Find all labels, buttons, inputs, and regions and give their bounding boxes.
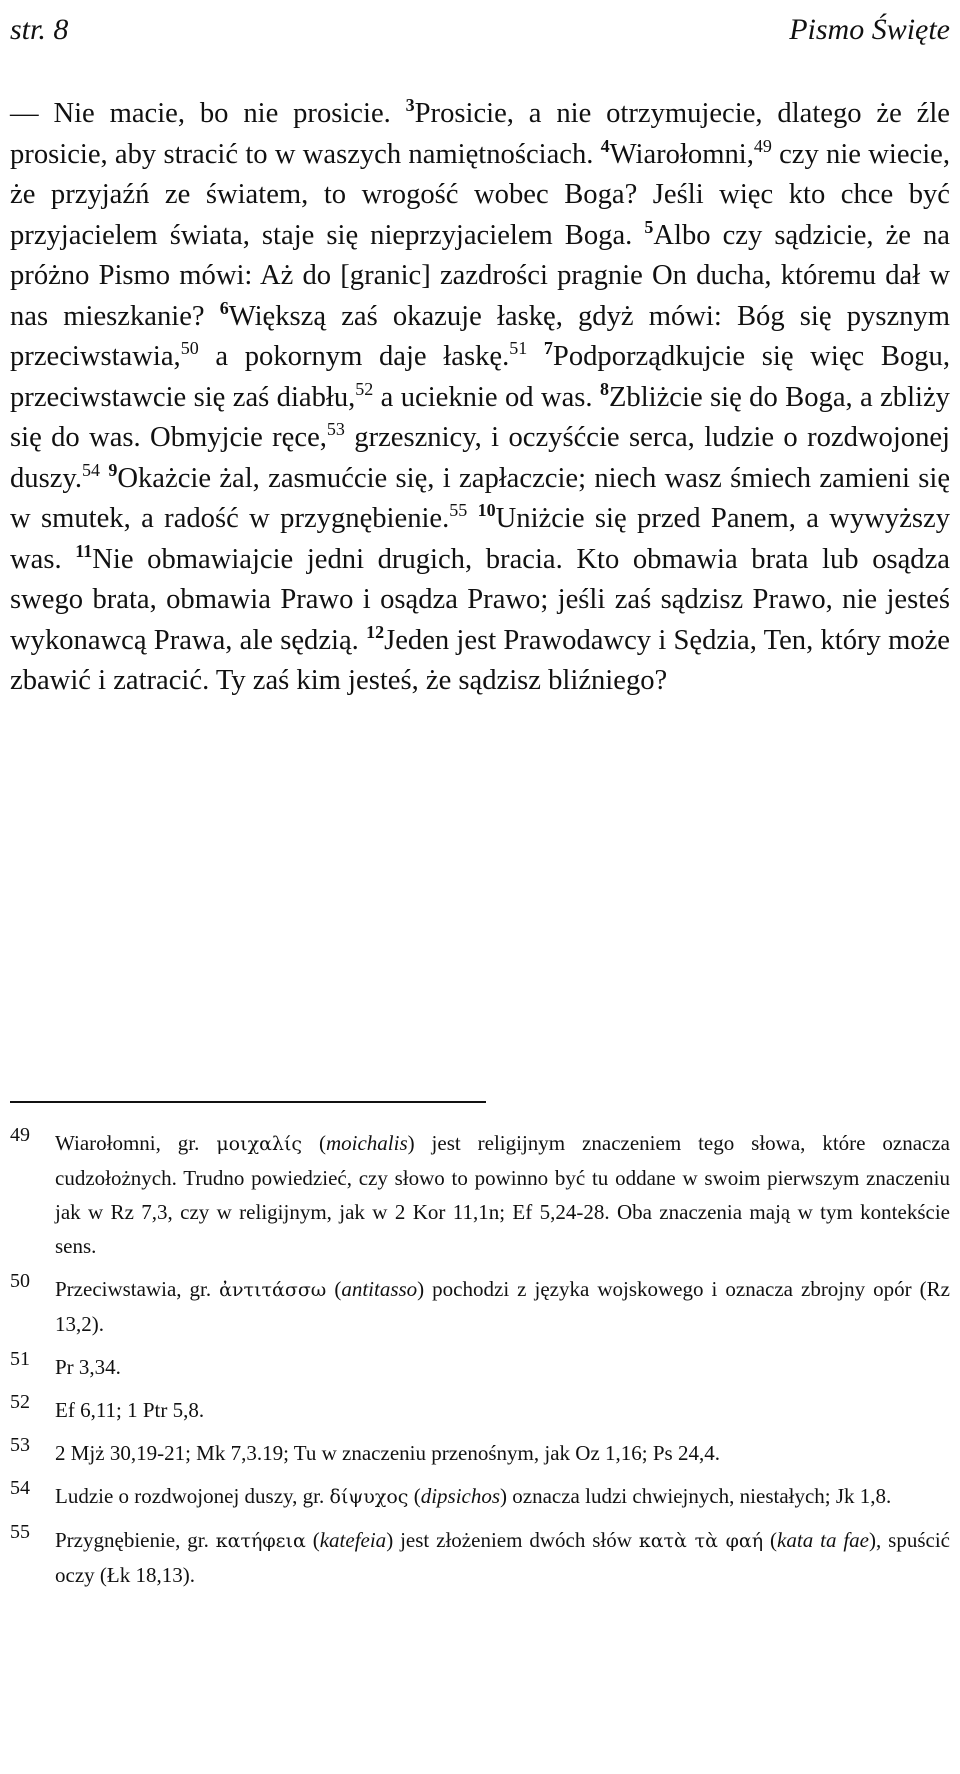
footnote-segment: ( (302, 1131, 326, 1155)
greek-word: δίψυχος (329, 1486, 409, 1508)
footnote-number: 51 (10, 1348, 30, 1370)
footnote-text (55, 1131, 950, 1258)
verse-number: 4 (600, 135, 610, 156)
verse-number: 6 (219, 297, 229, 318)
text-segment: Podporządkujcie się więc Bogu, przeciwstawcie się zaś diabłu, (10, 341, 951, 413)
verse-number: 11 (75, 540, 93, 561)
footnote-ref[interactable]: 55 (449, 500, 468, 520)
footnote-segment: ) jest złożeniem dwóch słów (386, 1528, 639, 1552)
book-page (10, 0, 950, 1774)
footnote-segment: Wiarołomni, gr. (55, 1131, 217, 1155)
page-number: str. 8 (10, 13, 69, 46)
footnote-ref[interactable]: 50 (180, 338, 199, 358)
text-segment: Wiarołomni, (609, 138, 754, 170)
footnote-number: 49 (10, 1124, 30, 1146)
footnote-number: 52 (10, 1391, 30, 1413)
footnote-text: Pr 3,34. (55, 1355, 121, 1379)
footnote-53 (10, 1436, 950, 1470)
text-segment: a pokornym daje łaskę. (198, 341, 510, 372)
transliteration: dipsichos (420, 1484, 501, 1508)
verse-number: 7 (543, 338, 553, 358)
footnote-50 (10, 1272, 950, 1341)
footnote-number: 54 (10, 1477, 30, 1499)
footnote-ref[interactable]: 49 (753, 135, 772, 156)
text-segment: Zbliżcie się do Boga, a zbliży się do was. Obmyjcie ręce, (10, 381, 950, 453)
text-segment: — Nie macie, bo nie prosicie. (10, 98, 406, 129)
transliteration: katefeia (319, 1528, 387, 1552)
footnote-text: Ef 6,11; 1 Ptr 5,8. (55, 1398, 205, 1422)
text-segment: Nie obmawiajcie jedni drugich, bracia. Kto obmawia brata lub osądza swego brata, obmawia Prawo i osądza Prawo; jeśli zaś sądzisz Prawo, nie jesteś wykonawcą Prawa, ale sędzią. (10, 543, 950, 656)
book-title: Pismo Święte (789, 13, 950, 46)
footnote-divider (10, 1101, 486, 1103)
text-segment: Okażcie żal, zasmućcie się, i zapłaczcie; niech wasz śmiech zamieni się w smutek, a radość w przygnębienie. (10, 462, 951, 534)
footnote-segment: ( (305, 1528, 320, 1552)
text-segment: a ucieknie od was. (373, 381, 600, 413)
footnote-54 (10, 1479, 950, 1514)
transliteration: kata ta fae (777, 1528, 870, 1552)
footnote-segment: Przygnębienie, gr. (55, 1528, 216, 1552)
greek-word: ἀντιτάσσω (219, 1279, 327, 1301)
footnote-49 (10, 1126, 950, 1263)
footnote-segment: ) oznacza ludzi chwiejnych, niestałych; Jk 1,8. (500, 1484, 892, 1508)
footnote-segment: ( (408, 1484, 421, 1508)
footnote-ref[interactable]: 51 (509, 338, 528, 358)
footnote-number: 53 (10, 1434, 30, 1456)
greek-word: μοιχαλίς (216, 1133, 303, 1155)
verse-number: 9 (108, 459, 118, 480)
footnote-text (55, 1277, 950, 1336)
footnote-segment: ), spuścić oczy (Łk 18,13). (55, 1528, 950, 1587)
verse-number: 10 (477, 500, 496, 520)
footnote-text: 2 Mjż 30,19-21; Mk 7,3.19; Tu w znaczeniu przenośnym, jak Oz 1,16; Ps 24,4. (55, 1441, 720, 1465)
footnote-segment: Ludzie o rozdwojonej duszy, gr. (55, 1484, 330, 1508)
footnote-segment: ) jest religijnym znaczeniem tego słowa, które oznacza cudzołożnych. Trudno powiedzieć, czy słowo to powinno być tu oddane w swoim pierwszym znaczeniu jak w Rz 7,3, czy w religijnym, jak w 2 Kor 11,1n; Ef 5,24-28. Oba znaczenia mają w tym kontekście sens. (55, 1131, 951, 1258)
text-segment: Uniżcie się przed Panem, a wywyższy was. (10, 503, 950, 575)
text-segment: Większą zaś okazuje łaskę, gdyż mówi: Bóg się pysznym przeciwstawia, (10, 300, 950, 372)
footnote-segment: ( (326, 1277, 342, 1301)
verse-number: 3 (405, 95, 415, 115)
greek-word: κατήφεια (215, 1530, 306, 1552)
footnote-51 (10, 1350, 950, 1384)
greek-phrase: κατὰ τὰ φαή (638, 1530, 764, 1552)
running-head (10, 8, 950, 52)
footnote-ref[interactable]: 54 (82, 459, 101, 480)
footnote-segment: Przeciwstawia, gr. (55, 1277, 220, 1301)
text-segment: Prosicie, a nie otrzymujecie, dlatego że źle prosicie, aby stracić to w waszych namiętnościach. (10, 98, 950, 170)
verse-number: 12 (366, 621, 385, 642)
verse-number: 5 (644, 216, 654, 237)
footnote-52 (10, 1393, 950, 1427)
footnote-segment: ( (763, 1528, 778, 1552)
transliteration: moichalis (325, 1131, 408, 1155)
footnote-number: 55 (10, 1521, 30, 1543)
footnote-55 (10, 1523, 950, 1592)
text-segment: grzesznicy, i oczyśćcie serca, ludzie o rozdwojonej duszy. (10, 422, 950, 494)
scripture-text (10, 94, 950, 702)
footnote-number: 50 (10, 1270, 30, 1292)
verse-number: 8 (599, 378, 609, 399)
text-segment: Jeden jest Prawodawcy i Sędzia, Ten, który może zbawić i zatracić. Ty zaś kim jesteś, że sądzisz bliźniego? (10, 624, 950, 696)
footnote-segment: ) pochodzi z języka wojskowego i oznacza zbrojny opór (Rz 13,2). (55, 1277, 950, 1336)
footnotes (10, 1126, 950, 1601)
text-segment: Albo czy sądzicie, że na próżno Pismo mówi: Aż do [granic] zazdrości pragnie On ducha, któremu dał w nas mieszkanie? (10, 219, 950, 332)
footnote-ref[interactable]: 52 (355, 378, 374, 399)
footnote-text (55, 1528, 950, 1587)
text-segment: czy nie wiecie, że przyjaźń ze światem, to wrogość wobec Boga? Jeśli więc kto chce być przyjacielem świata, staje się nieprzyjacielem Boga. (10, 138, 950, 251)
transliteration: antitasso (341, 1277, 418, 1301)
footnote-text (55, 1484, 891, 1508)
footnote-ref[interactable]: 53 (326, 419, 345, 439)
